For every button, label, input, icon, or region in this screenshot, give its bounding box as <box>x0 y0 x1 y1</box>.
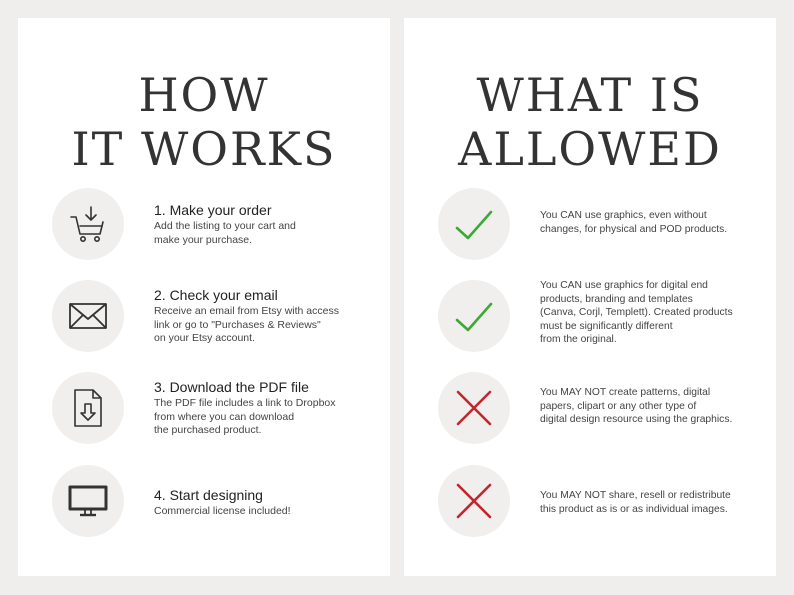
what-is-allowed-title <box>404 68 776 176</box>
check-icon <box>454 204 494 244</box>
rule-line: You CAN use graphics for digital end <box>540 280 708 291</box>
envelope-icon <box>68 296 108 336</box>
title-line: IT WORKS <box>71 122 337 176</box>
step-line: link or go to "Purchases & Reviews" <box>154 318 321 331</box>
step-line: Commercial license included! <box>154 505 291 517</box>
rule-text <box>540 386 768 427</box>
how-it-works-title <box>18 68 390 176</box>
rule-line: this product as is or as individual images. <box>540 503 728 515</box>
cross-icon <box>454 388 494 428</box>
rule-line: changes, for physical and POD products. <box>540 223 728 235</box>
rule-text <box>540 489 768 516</box>
step-line: Receive an email from Etsy with access <box>154 305 339 317</box>
icon-circle <box>438 188 510 260</box>
icon-circle <box>52 372 124 444</box>
cross-icon <box>454 481 494 521</box>
title-line: HOW <box>138 68 270 122</box>
pdf-download-icon <box>68 388 108 428</box>
icon-circle <box>52 188 124 260</box>
rule-line: papers, clipart or any other type of <box>540 400 697 412</box>
icon-circle <box>438 280 510 352</box>
step-line: The PDF file includes a link to Dropbox <box>154 397 336 409</box>
step-title: 2. Check your email <box>154 287 278 303</box>
step-line: on your Etsy account. <box>154 332 255 344</box>
title-line: ALLOWED <box>458 122 722 176</box>
icon-circle <box>52 280 124 352</box>
step-line: make your purchase. <box>154 233 253 246</box>
step-line: Add the listing to your cart and <box>154 220 296 232</box>
what-is-allowed-panel <box>404 18 776 576</box>
rule-line: You CAN use graphics, even without <box>540 210 707 221</box>
rule-line: You MAY NOT create patterns, digital <box>540 387 711 398</box>
rule-line: products, branding and templates <box>540 293 693 305</box>
how-it-works-panel <box>18 18 390 576</box>
rule-text <box>540 209 768 236</box>
step-text <box>154 202 382 247</box>
step-title: 1. Make your order <box>154 202 272 218</box>
rule-line: from the original. <box>540 334 617 345</box>
rule-text <box>540 279 768 347</box>
monitor-icon <box>68 481 108 521</box>
step-text <box>154 287 382 346</box>
rule-line: You MAY NOT share, resell or redistribute <box>540 490 731 501</box>
step-title: 3. Download the PDF file <box>154 379 309 395</box>
icon-circle <box>52 465 124 537</box>
step-text <box>154 487 382 519</box>
icon-circle <box>438 465 510 537</box>
title-line: WHAT IS <box>476 68 704 122</box>
step-text <box>154 379 382 438</box>
rule-line: must be significantly different <box>540 320 673 332</box>
rule-line: digital design resource using the graphics. <box>540 414 733 425</box>
step-line: the purchased product. <box>154 424 262 436</box>
step-line: from where you can download <box>154 410 295 423</box>
check-icon <box>454 296 494 336</box>
icon-circle <box>438 372 510 444</box>
shopping-cart-download-icon <box>68 204 108 244</box>
step-title: 4. Start designing <box>154 487 263 503</box>
rule-line: (Canva, Corjl, Templett). Created products <box>540 307 733 318</box>
